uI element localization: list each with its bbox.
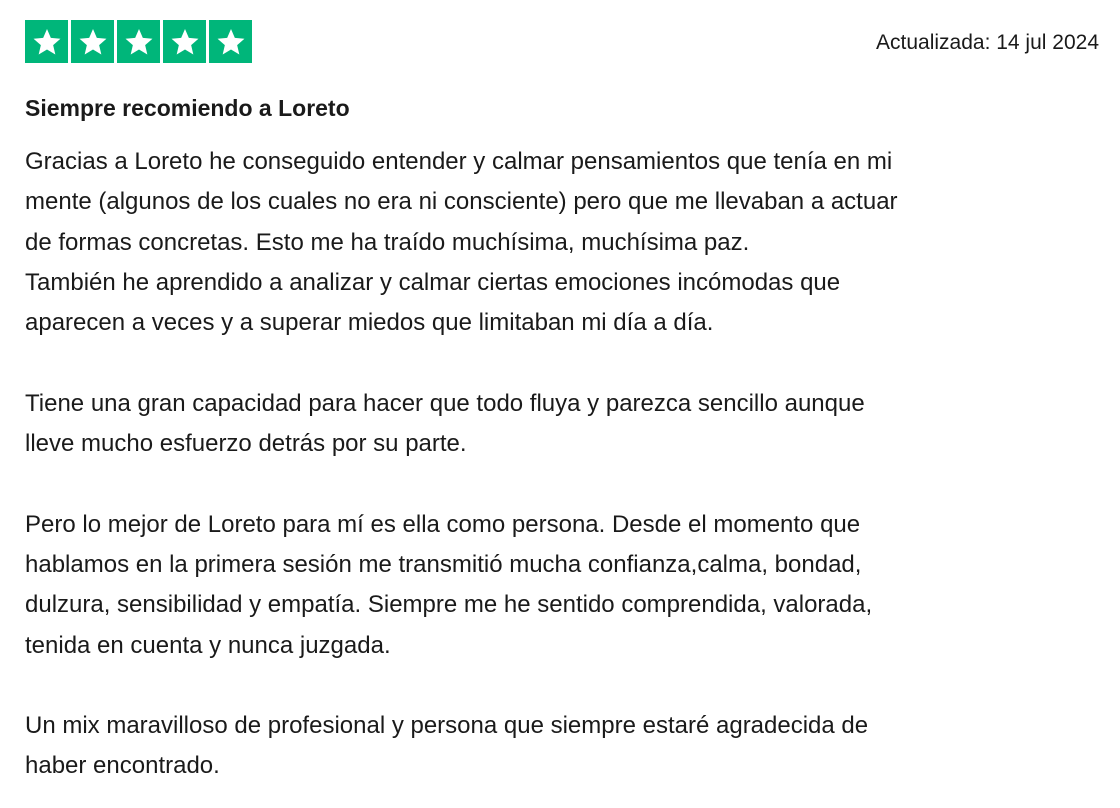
review-text-line: hablamos en la primera sesión me transmitió mucha confianza,calma, bondad, bbox=[25, 550, 862, 578]
review-text-line: de formas concretas. Esto me ha traído muchísima, muchísima paz. bbox=[25, 228, 750, 256]
review-text-line: lleve mucho esfuerzo detrás por su parte. bbox=[25, 430, 467, 458]
review-paragraph bbox=[25, 384, 1110, 465]
review-title: Siempre recomiendo a Loreto bbox=[25, 95, 350, 121]
review-paragraph bbox=[25, 706, 1110, 787]
review-paragraph bbox=[25, 142, 1110, 343]
review-text-line: tenida en cuenta y nunca juzgada. bbox=[25, 631, 391, 659]
review-text-line: Gracias a Loreto he conseguido entender y calmar pensamientos que tenía en mi bbox=[25, 148, 893, 175]
review-text-line: haber encontrado. bbox=[25, 752, 220, 780]
review-text-line: aparecen a veces y a superar miedos que limitaban mi día a día. bbox=[25, 309, 714, 337]
star-icon bbox=[117, 20, 160, 63]
review-body bbox=[25, 142, 1110, 787]
star-icon bbox=[163, 20, 206, 63]
review-text-line: También he aprendido a analizar y calmar ciertas emociones incómodas que bbox=[25, 268, 841, 296]
star-icon bbox=[209, 20, 252, 63]
review-text-line: Un mix maravilloso de profesional y persona que siempre estaré agradecida de bbox=[25, 712, 869, 740]
star-rating bbox=[25, 20, 252, 63]
star-icon bbox=[25, 20, 68, 63]
review-text-line: Tiene una gran capacidad para hacer que todo fluya y parezca sencillo aunque bbox=[25, 389, 865, 417]
review-date: Actualizada: 14 jul 2024 bbox=[876, 31, 1099, 54]
review-text-line: Pero lo mejor de Loreto para mí es ella como persona. Desde el momento que bbox=[25, 510, 861, 538]
review-text-line: mente (algunos de los cuales no era ni consciente) pero que me llevaban a actuar bbox=[25, 188, 898, 216]
star-icon bbox=[71, 20, 114, 63]
review-paragraph bbox=[25, 505, 1110, 666]
review-text-line: dulzura, sensibilidad y empatía. Siempre me he sentido comprendida, valorada, bbox=[25, 591, 873, 619]
